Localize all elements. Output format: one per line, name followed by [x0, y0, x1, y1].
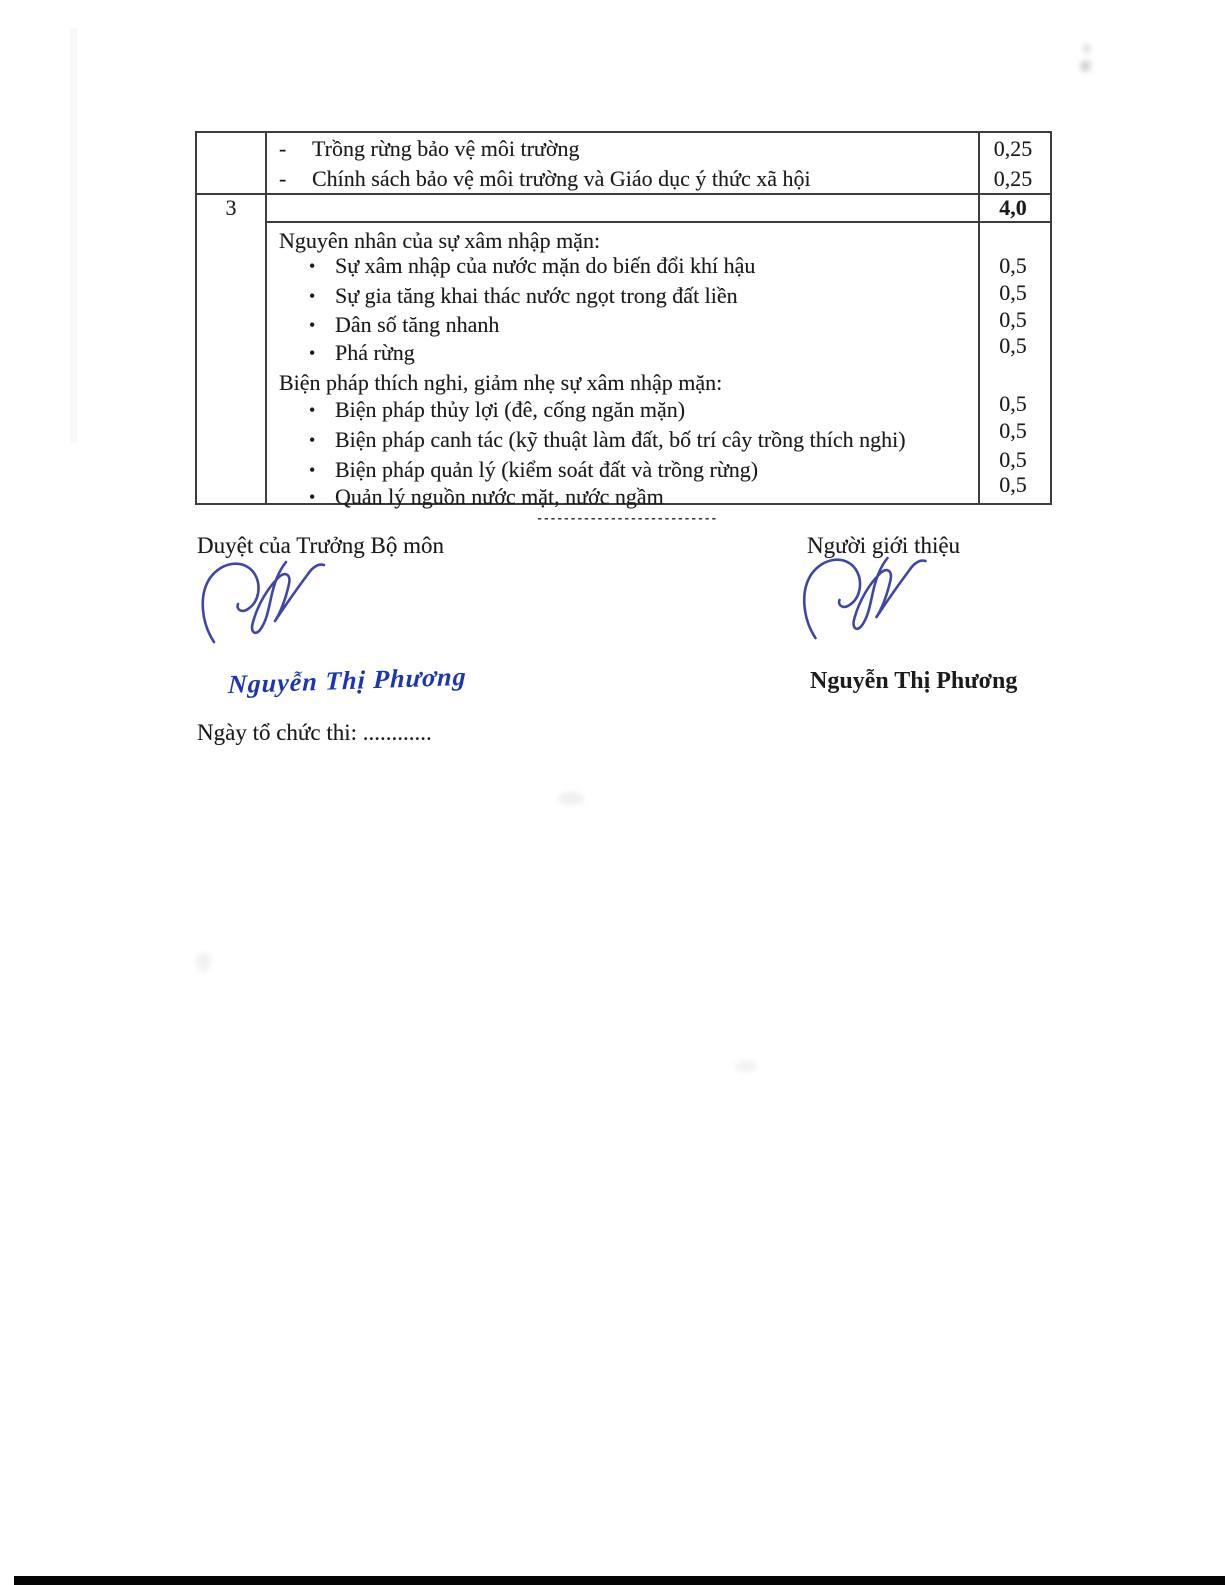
bullet-dot: • [309, 400, 316, 420]
answer-row [197, 223, 1050, 509]
answer-item-text: Dân số tăng nhanh [335, 312, 500, 337]
scan-smudge [558, 792, 584, 805]
section-heading: Nguyên nhân của sự xâm nhập mặn: [279, 228, 601, 253]
exam-date-line: Ngày tổ chức thi: ............ [197, 720, 432, 745]
bullet-dot: • [309, 430, 316, 450]
answer-item-text: Sự xâm nhập của nước mặn do biến đổi khí hậu [335, 253, 756, 278]
score-cell: 0,5 [999, 418, 1027, 443]
scan-edge-bar [14, 1576, 1225, 1585]
answer-item-text: Phá rừng [335, 340, 415, 365]
section-heading: Biện pháp thích nghi, giảm nhẹ sự xâm nhập mặn: [279, 370, 723, 395]
table-row [279, 136, 580, 162]
printed-name-right: Nguyễn Thị Phương [810, 668, 1018, 694]
bullet-item [309, 457, 758, 483]
question-total-score: 4,0 [999, 195, 1027, 220]
approver-title: Duyệt của Trưởng Bộ môn [197, 533, 444, 558]
handwritten-name-left: Nguyễn Thị Phương [227, 661, 468, 700]
dash-bullet: - [279, 166, 287, 191]
score-cell: 0,5 [999, 280, 1027, 305]
bullet-dot: • [309, 487, 316, 507]
score-cell: 0,5 [999, 447, 1027, 472]
signature-right [796, 552, 938, 644]
answer-item-text: Trồng rừng bảo vệ môi trường [312, 136, 580, 161]
grading-table [195, 131, 1052, 509]
bullet-dot: • [309, 460, 316, 480]
score-cell: 0,5 [999, 333, 1027, 358]
scan-streak-artifact [70, 28, 77, 443]
introducer-title: Người giới thiệu [807, 533, 961, 558]
dash-bullet: - [279, 136, 287, 161]
bullet-dot: • [309, 315, 316, 335]
question-number: 3 [225, 195, 237, 220]
answer-item-text: Biện pháp quản lý (kiểm soát đất và trồng rừng) [335, 457, 759, 482]
scan-smudge [1084, 44, 1090, 53]
answer-item-text: Chính sách bảo vệ môi trường và Giáo dục ý thức xã hội [312, 166, 811, 191]
scan-smudge [735, 1060, 757, 1072]
score-cell: 0,5 [999, 253, 1027, 278]
dashed-separator: --------------------------- [536, 512, 717, 526]
signature-left [198, 556, 333, 648]
score-cell: 0,25 [993, 166, 1033, 191]
bullet-dot: • [309, 256, 316, 276]
answer-item-text: Biện pháp thủy lợi (đê, cống ngăn mặn) [335, 397, 686, 422]
answer-item-text: Quản lý nguồn nước mặt, nước ngầm [335, 484, 664, 509]
bullet-item [309, 484, 664, 510]
score-cell: 0,5 [999, 472, 1027, 497]
table-row [279, 166, 811, 192]
scan-smudge [1080, 60, 1091, 72]
bullet-item [309, 340, 415, 366]
bullet-dot: • [309, 343, 316, 363]
score-cell: 0,25 [993, 136, 1033, 161]
answer-item-text: Sự gia tăng khai thác nước ngọt trong đất liền [335, 283, 738, 308]
score-cell: 0,5 [999, 307, 1027, 332]
table-row-divider [197, 193, 1050, 195]
bullet-item [309, 283, 738, 309]
bullet-dot: • [309, 286, 316, 306]
answer-item-text: Biện pháp canh tác (kỹ thuật làm đất, bố trí cây trồng thích nghi) [335, 427, 906, 452]
bullet-item [309, 427, 906, 453]
score-cell: 0,5 [999, 391, 1027, 416]
bullet-item [309, 253, 755, 279]
bullet-item [309, 397, 685, 423]
bullet-item [309, 312, 499, 338]
scan-smudge [196, 952, 211, 972]
